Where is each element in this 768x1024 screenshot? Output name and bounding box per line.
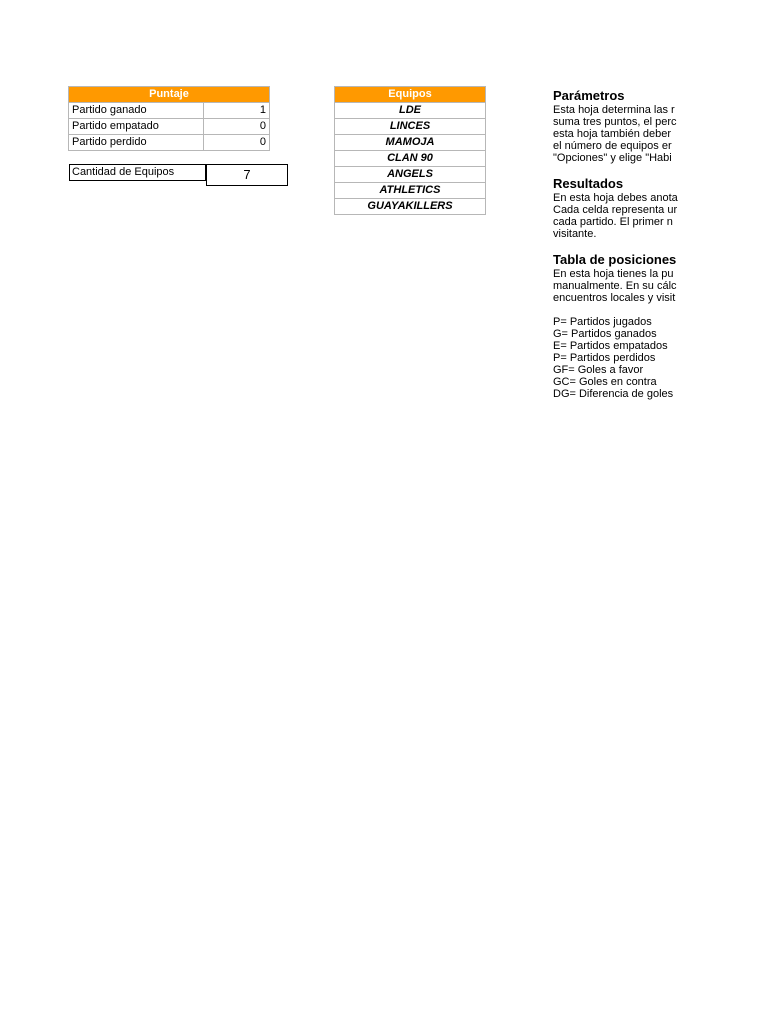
note-line: encuentros locales y visit (553, 292, 676, 304)
equipos-header[interactable]: Equipos (335, 87, 486, 103)
puntaje-row-value[interactable]: 0 (203, 119, 269, 135)
puntaje-row (69, 103, 270, 119)
tabla-posiciones-heading: Tabla de posiciones (553, 252, 677, 267)
puntaje-row (69, 135, 270, 151)
cantidad-equipos-label[interactable]: Cantidad de Equipos (69, 164, 206, 181)
note-line: visitante. (553, 228, 597, 240)
equipo-cell[interactable]: GUAYAKILLERS (335, 199, 486, 215)
puntaje-row-value[interactable]: 1 (203, 103, 269, 119)
legend-line: G= Partidos ganados (553, 328, 657, 340)
note-line: esta hoja también deber (553, 128, 672, 140)
legend-line: E= Partidos empatados (553, 340, 668, 352)
note-line: En esta hoja tienes la pu (553, 268, 674, 280)
puntaje-row-label[interactable]: Partido empatado (69, 119, 204, 135)
legend-line: DG= Diferencia de goles (553, 388, 674, 400)
equipo-cell[interactable]: LDE (335, 103, 486, 119)
note-line: cada partido. El primer n (553, 216, 673, 228)
legend-line: GC= Goles en contra (553, 376, 657, 388)
equipo-cell[interactable]: CLAN 90 (335, 151, 486, 167)
note-line: Cada celda representa ur (553, 204, 678, 216)
legend-line: GF= Goles a favor (553, 364, 644, 376)
cantidad-equipos-value[interactable]: 7 (206, 164, 288, 186)
note-line: manualmente. En su cálc (553, 280, 677, 292)
note-line: suma tres puntos, el perc (553, 116, 677, 128)
puntaje-row-value[interactable]: 0 (203, 135, 269, 151)
puntaje-table (68, 86, 270, 151)
puntaje-row-label[interactable]: Partido ganado (69, 103, 204, 119)
equipo-cell[interactable]: ANGELS (335, 167, 486, 183)
note-line: En esta hoja debes anota (553, 192, 678, 204)
parametros-heading: Parámetros (553, 88, 625, 103)
equipo-cell[interactable]: MAMOJA (335, 135, 486, 151)
legend-line: P= Partidos jugados (553, 316, 652, 328)
equipo-cell[interactable]: LINCES (335, 119, 486, 135)
legend-line: P= Partidos perdidos (553, 352, 656, 364)
resultados-heading: Resultados (553, 176, 624, 191)
note-line: "Opciones" y elige "Habi (553, 152, 672, 164)
puntaje-row (69, 119, 270, 135)
equipos-table (334, 86, 486, 215)
note-line: Esta hoja determina las r (553, 104, 675, 116)
cantidad-equipos (69, 164, 288, 184)
instructions-panel (553, 88, 768, 400)
note-line: el número de equipos er (553, 140, 672, 152)
equipo-cell[interactable]: ATHLETICS (335, 183, 486, 199)
puntaje-row-label[interactable]: Partido perdido (69, 135, 204, 151)
puntaje-header[interactable]: Puntaje (69, 87, 270, 103)
